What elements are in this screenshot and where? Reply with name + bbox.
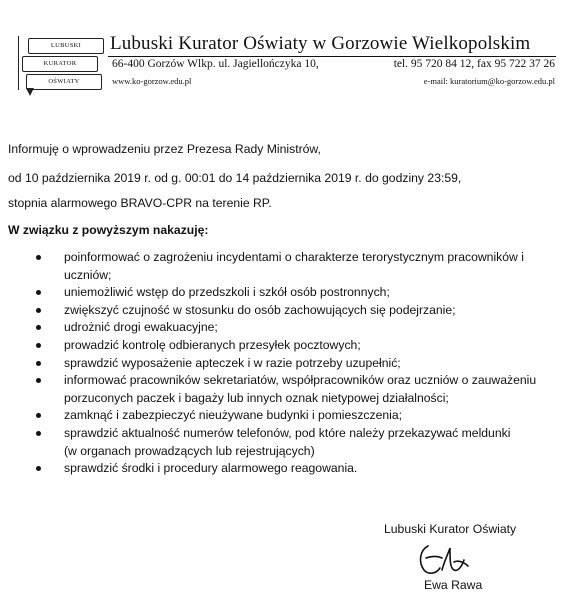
- order-item-text: udrożnić drogi ewakuacyjne;: [64, 320, 218, 335]
- order-item-text: sprawdzić wyposażenie apteczek i w razie potrzeby uzupełnić;: [64, 355, 401, 370]
- order-item-text: prowadzić kontrolę odbieranych przesyłek pocztowych;: [64, 337, 361, 352]
- order-item: [0, 355, 563, 373]
- announcement-line-1: Informuję o wprowadzeniu przez Prezesa Rady Ministrów,: [8, 142, 321, 156]
- institution-email: e-mail: kuratorium@ko-gorzow.edu.pl: [423, 76, 555, 86]
- institution-address: 66-400 Gorzów Wlkp. ul. Jagiellończyka 10,: [112, 58, 319, 70]
- handwritten-signature: [414, 540, 470, 580]
- order-item-text: informować pracowników sekretariatów, współpracowników oraz uczniów o zauważeniu: [64, 373, 537, 388]
- order-item-text: zamknąć i zabezpieczyć nieużywane budynki i pomieszczenia;: [64, 408, 403, 423]
- order-item-text: poinformować o zagrożeniu incydentami o charakterze terorystycznym pracowników i: [64, 250, 524, 264]
- bullet-icon: [36, 343, 41, 348]
- bullet-icon: [36, 308, 41, 313]
- order-item-text: sprawdzić aktualność numerów telefonów, pod które należy przekazywać meldunki: [64, 425, 511, 440]
- order-item: [0, 460, 563, 478]
- order-item-text: sprawdzić środki i procedury alarmowego reagowania.: [64, 461, 358, 476]
- institution-website: www.ko-gorzow.edu.pl: [112, 76, 192, 86]
- order-item: [0, 425, 563, 460]
- order-item-text: uniemożliwić wstęp do przedszkoli i szkół osób postronnych;: [64, 285, 390, 300]
- order-item-text: (w organach prowadzących lub rejestrujących): [64, 443, 315, 458]
- order-item: [0, 302, 563, 320]
- order-item: [0, 372, 563, 407]
- order-item: [0, 407, 563, 425]
- bullet-icon: [36, 413, 41, 418]
- announcement-line-2: od 10 października 2019 r. od g. 00:01 do 14 października 2019 r. do godziny 23:59,: [8, 171, 462, 185]
- order-item: [0, 337, 563, 355]
- order-item: [0, 319, 563, 337]
- signatory-name: Ewa Rawa: [424, 578, 483, 592]
- bullet-icon: [36, 325, 41, 330]
- bullet-icon: [36, 378, 41, 383]
- bullet-icon: [36, 361, 41, 366]
- order-list: [0, 249, 563, 478]
- order-item: [0, 249, 563, 284]
- order-intro: W związku z powyższym nakazuję:: [8, 223, 209, 237]
- kuratorium-logo: LUBUSKI KURATOR OŚWIATY: [14, 34, 106, 98]
- announcement-line-3: stopnia alarmowego BRAVO-CPR na terenie RP.: [8, 196, 272, 210]
- institution-phone-fax: tel. 95 720 84 12, fax 95 722 37 26: [393, 58, 555, 70]
- bullet-icon: [36, 466, 41, 471]
- institution-name: Lubuski Kurator Oświaty w Gorzowie Wielkopolskim: [110, 33, 531, 54]
- signatory-title: Lubuski Kurator Oświaty: [384, 522, 517, 536]
- letterhead-divider: [108, 56, 556, 57]
- bullet-icon: [36, 255, 41, 260]
- bullet-icon: [36, 290, 41, 295]
- order-item-text: porzuconych paczek i bagaży lub innych oznak nietypowej działalności;: [64, 390, 449, 405]
- order-item-text: zwiększyć czujność w stosunku do osób zachowujących się podejrzanie;: [64, 302, 456, 317]
- order-item: [0, 284, 563, 302]
- order-item-text: uczniów;: [64, 267, 112, 282]
- bullet-icon: [36, 431, 41, 436]
